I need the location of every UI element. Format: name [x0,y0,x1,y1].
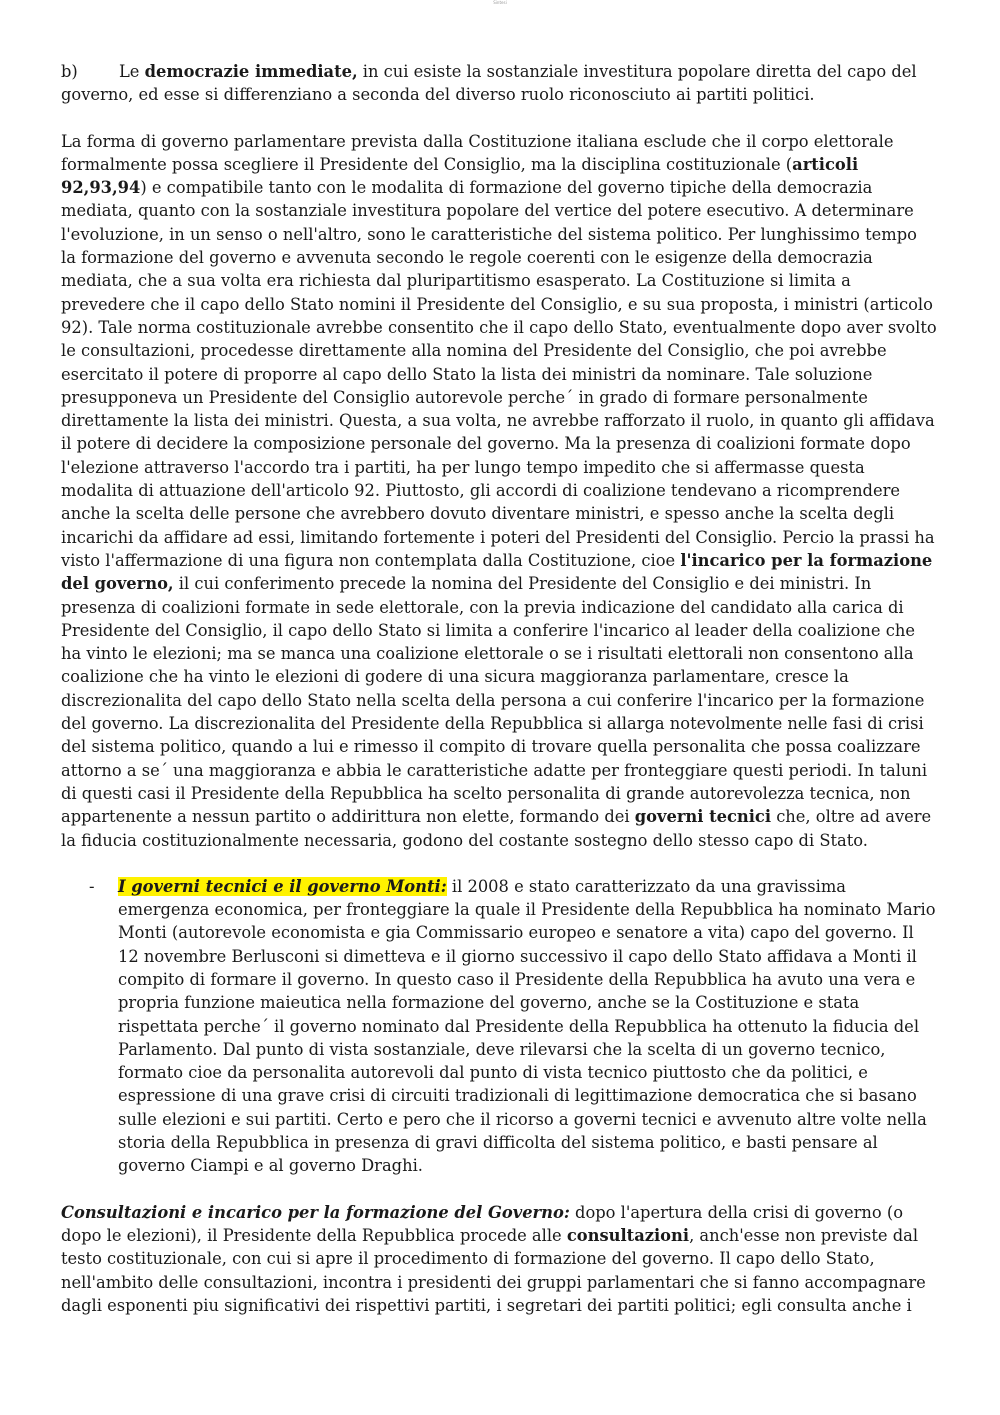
bold-term: consultazioni [566,1225,690,1245]
text-run: , anch'esse non previste dal testo costituzionale, con cui si apre il procedimento di formazione del governo. Il capo dello Stato, nell'ambito delle consultazioni, incontra i presidenti dei gruppi parlamentari che si fanno accompagnare dagli esponenti piu significativi dei rispettivi partiti, i segretari dei partiti politici; egli consulta anche i [61,1225,926,1315]
text-run: il 2008 e stato caratterizzato da una gravissima emergenza economica, per fronteggiare la quale il Presidente della Repubblica ha nominato Mario Monti (autorevole economista e gia Commissario europeo e senatore a vita) capo del governo. Il 12 novembre Berlusconi si dimetteva e il giorno successivo il capo dello Stato affidava a Monti il compito di formare il governo. In questo caso il Presidente della Repubblica ha avuto una vera e propria funzione maieutica nella formazione del governo, anche se la Costituzione e stata rispettata perche´ il governo nominato dal Presidente della Repubblica ha ottenuto la fiducia del Parlamento. Dal punto di vista sostanziale, deve rilevarsi che la scelta di un governo tecnico, formato cioe da personalita autorevoli dal punto di vista tecnico piuttosto che da politici, e espressione di una grave crisi di circuiti tradizionali di legittimazione democratica che si basano sulle elezioni e sui partiti. Certo e pero che il ricorso a governi tecnici e avvenuto altre volte nella storia della Repubblica in presenza di gravi difficolta del sistema politico, e basti pensare al governo Ciampi e al governo Draghi. [118,876,936,1176]
text-run: Le [119,62,145,81]
bold-term: democrazie immediate, [144,62,358,81]
page-header-mark: Sintesi [493,0,507,5]
text-run: ) e compatibile tanto con le modalita di formazione del governo tipiche della democrazia mediata, quanto con la sostanziale investitura popolare del vertice del potere esecutivo. A determinare l'evoluzione, in un senso o nell'altro, sono le caratteristiche del sistema politico. Per lunghissimo tempo la formazione del governo e avvenuta secondo le regole coerenti con le esigenze della democrazia mediata, che a sua volta era richiesta dal pluripartitismo esasperato. La Costituzione si limita a prevedere che il capo dello Stato nomini il Presidente del Consiglio, e su sua proposta, i ministri (articolo 92). Tale norma costituzionale avrebbe consentito che il capo dello Stato, eventualmente dopo aver svolto le consultazioni, procedesse direttamente alla nomina del Presidente del Consiglio, che poi avrebbe esercitato il potere di proporre al capo dello Stato la lista dei ministri da nominare. Tale soluzione presupponeva un Presidente del Consiglio autorevole perche´ in grado di formare personalmente direttamente la lista dei ministri. Questa, a sua volta, ne avrebbe rafforzato il ruolo, in quanto gli affidava il potere di decidere la composizione personale del governo. Ma la presenza di coalizioni formate dopo l'elezione attraverso l'accordo tra i partiti, ha per lungo tempo impedito che si affermasse questa modalita di attuazione dell'articolo 92. Piuttosto, gli accordi di coalizione tendevano a ricomprendere anche la scelta delle persone che avrebbero dovuto diventare ministri, e spesso anche la scelta degli incarichi da affidare ad essi, limitando fortemente i poteri del Presidenti del Consiglio. Percio la prassi ha visto l'affermazione di una figura non contemplata dalla Costituzione, cioe [61,178,937,570]
text-run: che, oltre ad avere la fiducia costituzionalmente necessaria, godono del costante sostegno dello stesso capo di Stato. [61,807,932,850]
text-run: il cui conferimento precede la nomina del Presidente del Consiglio e dei ministri. In presenza di coalizioni formate in sede elettorale, con la previa indicazione del candidato alla carica di Presidente del Consiglio, il capo dello Stato si limita a conferire l'incarico al leader della coalizione che ha vinto le elezioni; ma se manca una coalizione elettorale o se i risultati elettorali non consentono alla coalizione che ha vinto le elezioni di godere di una sicura maggioranza parlamentare, cresce la discrezionalita del capo dello Stato nella scelta della persona a cui conferire l'incarico per la formazione del governo. La discrezionalita del Presidente della Repubblica si allarga notevolmente nelle fasi di crisi del sistema politico, quando a lui e rimesso il compito di trovare quella personalita che possa coalizzare attorno a se´ una maggioranza e abbia le caratteristiche adatte per fronteggiare questi periodi. In taluni di questi casi il Presidente della Repubblica ha scelto personalita di grande autorevolezza tecnica, non appartenente a nessun partito o addirittura non elette, formando dei [61,574,928,827]
bold-term: articoli 92,93,94 [61,154,859,198]
highlighted-heading: I governi tecnici e il governo Monti: [118,876,447,896]
text-run: dopo l'apertura della crisi di governo (o dopo le elezioni), il Presidente della Repubblica procede alle [61,1202,904,1245]
list-label: b) [61,62,78,81]
paragraph-consultazioni [61,1201,937,1317]
text-run: La forma di governo parlamentare prevista dalla Costituzione italiana esclude che il corpo elettorale formalmente possa scegliere il Presidente del Consiglio, ma la disciplina costituzionale ( [61,131,894,174]
bullet-governo-monti [61,875,937,1178]
bullet-dash: - [89,876,95,896]
document-page [61,60,937,1317]
paragraph-forma-di-governo [61,130,937,852]
bullet-text [118,875,937,1178]
bold-term: l'incarico per la formazione del governo, [61,550,933,594]
text-run: in cui esiste la sostanziale investitura popolare diretta del capo del governo, ed esse si differenziano a seconda del diverso ruolo riconosciuto ai partiti politici. [61,62,917,105]
section-heading: Consultazioni e incarico per la formazione del Governo: [61,1202,570,1222]
paragraph-democrazie-immediate [61,60,937,107]
bold-term: governi tecnici [634,807,772,827]
